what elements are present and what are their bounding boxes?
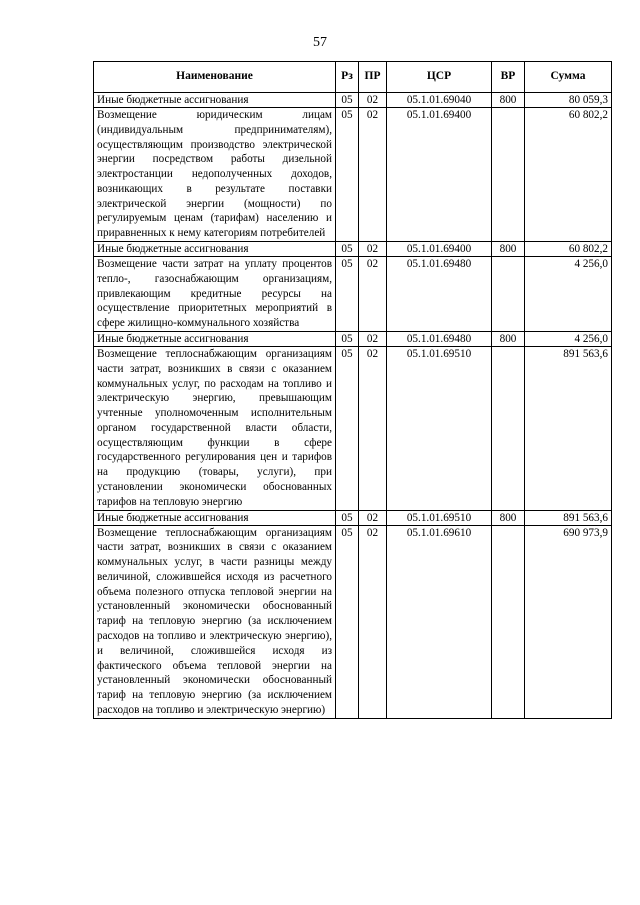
row-csr: 05.1.01.69510 <box>387 346 492 510</box>
table-row <box>94 525 612 718</box>
row-csr: 05.1.01.69480 <box>387 257 492 332</box>
header-rz: Рз <box>336 62 359 93</box>
row-name: Иные бюджетные ассигнования <box>94 93 336 108</box>
header-pr: ПР <box>359 62 387 93</box>
row-csr: 05.1.01.69480 <box>387 331 492 346</box>
table-row <box>94 510 612 525</box>
header-csr: ЦСР <box>387 62 492 93</box>
row-vr: 800 <box>492 510 525 525</box>
header-name: Наименование <box>94 62 336 93</box>
row-rz: 05 <box>336 93 359 108</box>
row-rz: 05 <box>336 257 359 332</box>
row-sum: 891 563,6 <box>525 346 612 510</box>
row-vr: 800 <box>492 331 525 346</box>
row-pr: 02 <box>359 331 387 346</box>
table-row <box>94 93 612 108</box>
header-vr: ВР <box>492 62 525 93</box>
row-vr <box>492 257 525 332</box>
row-pr: 02 <box>359 525 387 718</box>
row-vr: 800 <box>492 93 525 108</box>
row-pr: 02 <box>359 108 387 242</box>
page-number: 57 <box>313 35 327 50</box>
row-rz: 05 <box>336 331 359 346</box>
row-rz: 05 <box>336 242 359 257</box>
table-row <box>94 108 612 242</box>
row-csr: 05.1.01.69040 <box>387 93 492 108</box>
row-name: Возмещение теплоснабжающим организациям части затрат, возникших в связи с оказанием коммунальных услуг, по расходам на топливо и электрическую энергию, превышающим учтенные уполномоченным исполнительным органом государственной власти области, осуществляющим функции в сфере государственного регулирования цен и тарифов на продукцию (товары, услуги), при установлении экономически обоснованных тарифов на тепловую энергию <box>94 346 336 510</box>
row-rz: 05 <box>336 525 359 718</box>
row-csr: 05.1.01.69610 <box>387 525 492 718</box>
header-sum: Сумма <box>525 62 612 93</box>
row-sum: 4 256,0 <box>525 331 612 346</box>
row-name: Возмещение теплоснабжающим организациям части затрат, возникших в связи с оказанием коммунальных услуг, в части разницы между величиной, сложившейся исходя из расчетного объема полезного отпуска тепловой энергии на установленный экономически обоснованный тариф на тепловую энергию (за исключением расходов на топливо и электрическую энергию), и величиной, сложившейся исходя из фактического объема тепловой энергии на установленный экономически обоснованный тариф на тепловую энергию (за исключением расходов на топливо и электрическую энергию) <box>94 525 336 718</box>
row-pr: 02 <box>359 510 387 525</box>
table-row <box>94 346 612 510</box>
row-sum: 80 059,3 <box>525 93 612 108</box>
row-rz: 05 <box>336 510 359 525</box>
row-csr: 05.1.01.69510 <box>387 510 492 525</box>
row-pr: 02 <box>359 346 387 510</box>
row-sum: 60 802,2 <box>525 108 612 242</box>
row-pr: 02 <box>359 257 387 332</box>
row-sum: 4 256,0 <box>525 257 612 332</box>
row-vr <box>492 108 525 242</box>
row-pr: 02 <box>359 93 387 108</box>
row-sum: 60 802,2 <box>525 242 612 257</box>
row-pr: 02 <box>359 242 387 257</box>
table-header-row <box>94 62 612 93</box>
row-name: Иные бюджетные ассигнования <box>94 510 336 525</box>
row-name: Иные бюджетные ассигнования <box>94 331 336 346</box>
table-row <box>94 331 612 346</box>
row-sum: 690 973,9 <box>525 525 612 718</box>
row-vr: 800 <box>492 242 525 257</box>
row-rz: 05 <box>336 346 359 510</box>
row-name: Возмещение юридическим лицам (индивидуальным предпринимателям), осуществляющим производство электрической энергии посредством работы дизельной электростанции недополученных доходов, возникающих в результате поставки электрической энергии (мощности) по регулируемым ценам (тарифам) населению и приравненных к нему категориям потребителей <box>94 108 336 242</box>
row-sum: 891 563,6 <box>525 510 612 525</box>
row-vr <box>492 525 525 718</box>
table-row <box>94 257 612 332</box>
row-name: Возмещение части затрат на уплату процентов тепло-, газоснабжающим организациям, привлекающим кредитные ресурсы на осуществление приоритетных мероприятий в сфере жилищно-коммунального хозяйства <box>94 257 336 332</box>
row-vr <box>492 346 525 510</box>
row-rz: 05 <box>336 108 359 242</box>
table-row <box>94 242 612 257</box>
row-csr: 05.1.01.69400 <box>387 242 492 257</box>
row-csr: 05.1.01.69400 <box>387 108 492 242</box>
row-name: Иные бюджетные ассигнования <box>94 242 336 257</box>
budget-table <box>93 61 612 719</box>
